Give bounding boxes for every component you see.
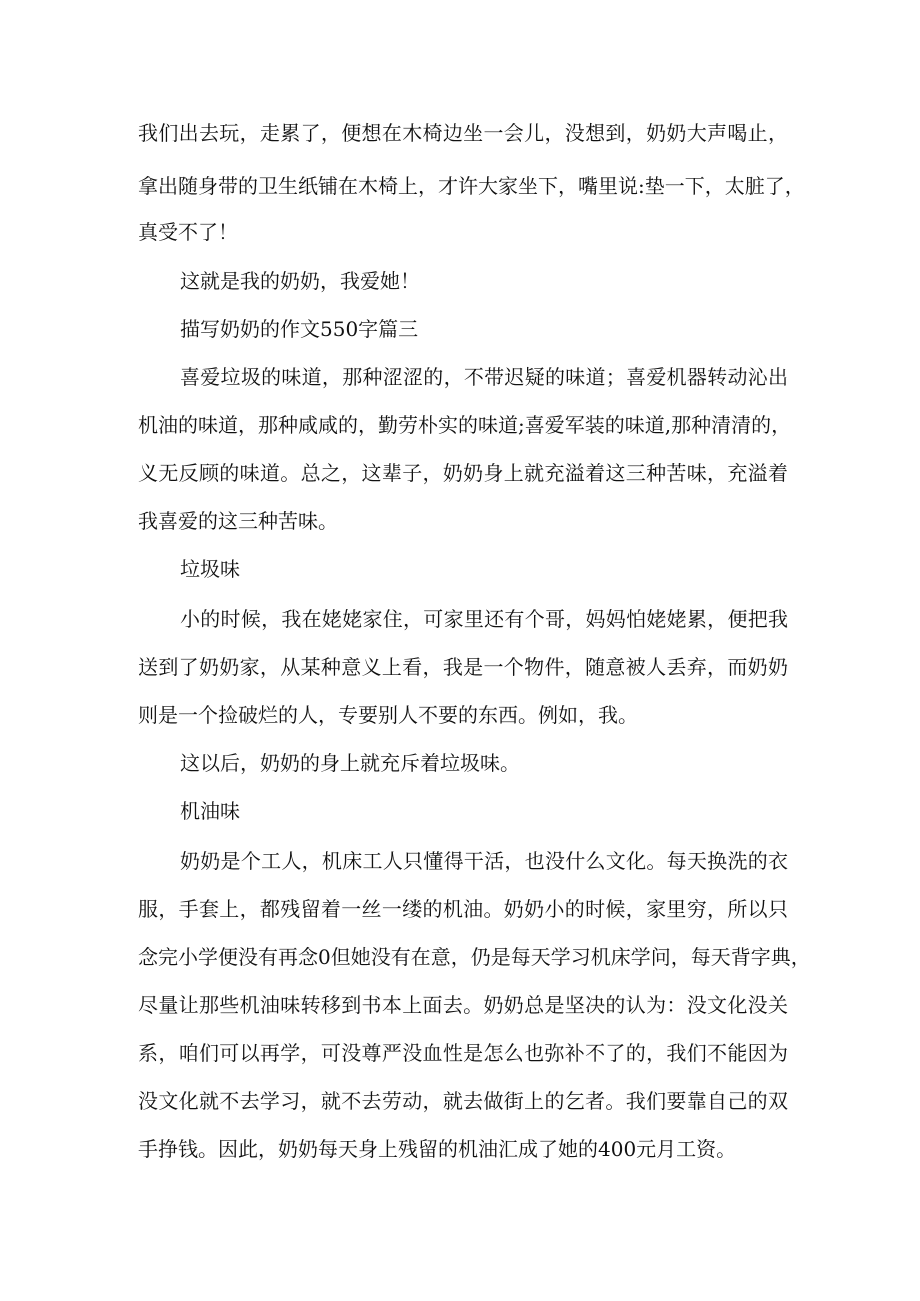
paragraph-line: 小的时候，我在姥姥家住，可家里还有个哥，妈妈怕姥姥累，便把我 xyxy=(180,607,788,631)
paragraph-line: 义无反顾的味道。总之，这辈子，奶奶身上就充溢着这三种苦味，充溢着 xyxy=(138,461,788,485)
paragraph-line: 我们出去玩，走累了，便想在木椅边坐一会儿，没想到，奶奶大声喝止， xyxy=(138,121,788,145)
paragraph-line: 我喜爱的这三种苦味。 xyxy=(138,509,338,533)
paragraph-line: 没文化就不去学习，就不去劳动，就去做街上的乞者。我们要靠自己的双 xyxy=(138,1089,788,1113)
paragraph-line: 则是一个捡破烂的人，专要别人不要的东西。例如，我。 xyxy=(138,703,638,727)
paragraph-line: 尽量让那些机油味转移到书本上面去。奶奶总是坚决的认为：没文化没关 xyxy=(138,993,788,1017)
paragraph-line: 服，手套上，都残留着一丝一缕的机油。奶奶小的时候，家里穷，所以只 xyxy=(138,897,788,921)
paragraph-line: 机油的味道，那种咸咸的，勤劳朴实的味道;喜爱军装的味道,那种清清的， xyxy=(138,413,792,437)
paragraph-line: 这以后，奶奶的身上就充斥着垃圾味。 xyxy=(180,751,520,775)
paragraph-line: 系，咱们可以再学，可没尊严没血性是怎么也弥补不了的，我们不能因为 xyxy=(138,1041,788,1065)
paragraph-line: 奶奶是个工人，机床工人只懂得干活，也没什么文化。每天换洗的衣 xyxy=(180,849,788,873)
section-heading: 描写奶奶的作文550字篇三 xyxy=(180,317,419,341)
subheading: 机油味 xyxy=(180,799,240,823)
subheading: 垃圾味 xyxy=(180,557,240,581)
paragraph-line: 这就是我的奶奶，我爱她！ xyxy=(180,269,420,293)
paragraph-line: 手挣钱。因此，奶奶每天身上残留的机油汇成了她的400元月工资。 xyxy=(138,1137,737,1161)
paragraph-line: 送到了奶奶家，从某种意义上看，我是一个物件，随意被人丢弃，而奶奶 xyxy=(138,655,788,679)
paragraph-line: 拿出随身带的卫生纸铺在木椅上，才许大家坐下，嘴里说:垫一下，太脏了， xyxy=(138,174,805,198)
paragraph-line: 真受不了！ xyxy=(138,220,238,244)
paragraph-line: 念完小学便没有再念0但她没有在意，仍是每天学习机床学问，每天背字典， xyxy=(138,945,811,969)
paragraph-line: 喜爱垃圾的味道，那种涩涩的，不带迟疑的味道；喜爱机器转动沁出 xyxy=(180,365,788,389)
